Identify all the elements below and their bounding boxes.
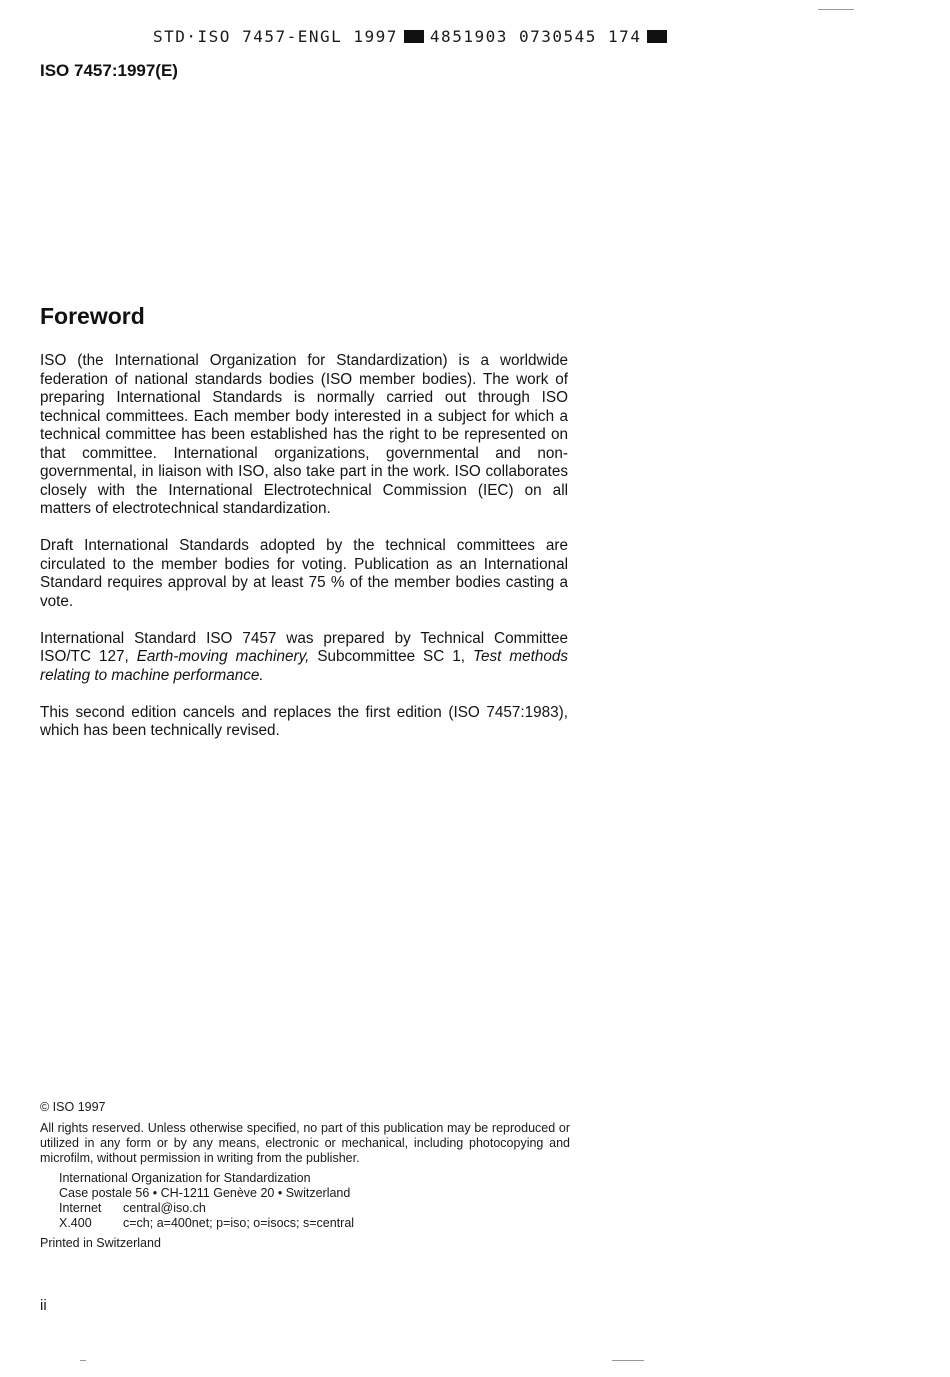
section-heading: Foreword: [40, 303, 145, 329]
p3-text-b: Subcommittee SC 1,: [309, 648, 474, 665]
p3-committee-title: Earth-moving machinery,: [136, 648, 310, 665]
printed-in: Printed in Switzerland: [40, 1236, 161, 1250]
redaction-block-1: [404, 30, 424, 43]
document-id: ISO 7457:1997(E): [40, 61, 178, 80]
scan-stamp-code: STD·ISO 7457-ENGL 1997: [153, 27, 398, 46]
internet-value: central@iso.ch: [123, 1201, 206, 1215]
publisher-org: International Organization for Standardization: [59, 1171, 311, 1185]
publisher-address: [59, 1171, 570, 1231]
publisher-postal: Case postale 56 • CH-1211 Genève 20 • Switzerland: [59, 1186, 351, 1200]
x400-row: [59, 1216, 570, 1231]
internet-label: Internet: [59, 1201, 102, 1215]
paragraph-4: This second edition cancels and replaces the first edition (ISO 7457:1983), which has been technically revised.: [40, 703, 568, 739]
internet-row: [59, 1201, 570, 1216]
page-number: ii: [40, 1297, 47, 1314]
p3-text-a: International Standard ISO 7457 was prepared by Technical Committee ISO/TC 127,: [40, 629, 568, 665]
paragraph-1: ISO (the International Organization for Standardization) is a worldwide federation of national standards bodies (ISO member bodies). The work of preparing International Standards is normally carried out through ISO technical committees. Each member body interested in a subject for which a technical committee has been established has the right to be represented on that committee. International organizations, governmental and non-governmental, in liaison with ISO, also take part in the work. ISO collaborates closely with the International Electrotechnical Commission (IEC) on all matters of electrotechnical standardization.: [40, 352, 568, 517]
scan-artifact: [818, 9, 854, 10]
paragraph-3: [40, 630, 568, 686]
scan-artifact: [612, 1360, 644, 1361]
foreword-body: [40, 352, 568, 759]
x400-label: X.400: [59, 1216, 92, 1230]
paragraph-2: Draft International Standards adopted by the technical committees are circulated to the member bodies for voting. Publication as an International Standard requires approval by at least 75 % of the member bodies casting a vote.: [40, 537, 568, 610]
p3-subcommittee-title: Test methods relating to machine performance.: [40, 648, 569, 684]
rights-statement: All rights reserved. Unless otherwise specified, no part of this publication may be reproduced or utilized in any form or by any means, electronic or mechanical, including photocopying and microfilm, without permission in writing from the publisher.: [40, 1121, 570, 1165]
copyright-block: [40, 1100, 570, 1251]
scan-stamp-serial: 4851903 0730545 174: [429, 27, 642, 46]
scan-artifact: [80, 1360, 86, 1361]
copyright-mark: © ISO 1997: [40, 1100, 106, 1114]
redaction-block-2: [647, 30, 667, 43]
x400-value: c=ch; a=400net; p=iso; o=isocs; s=central: [123, 1216, 355, 1230]
scan-stamp-header: [153, 27, 673, 46]
